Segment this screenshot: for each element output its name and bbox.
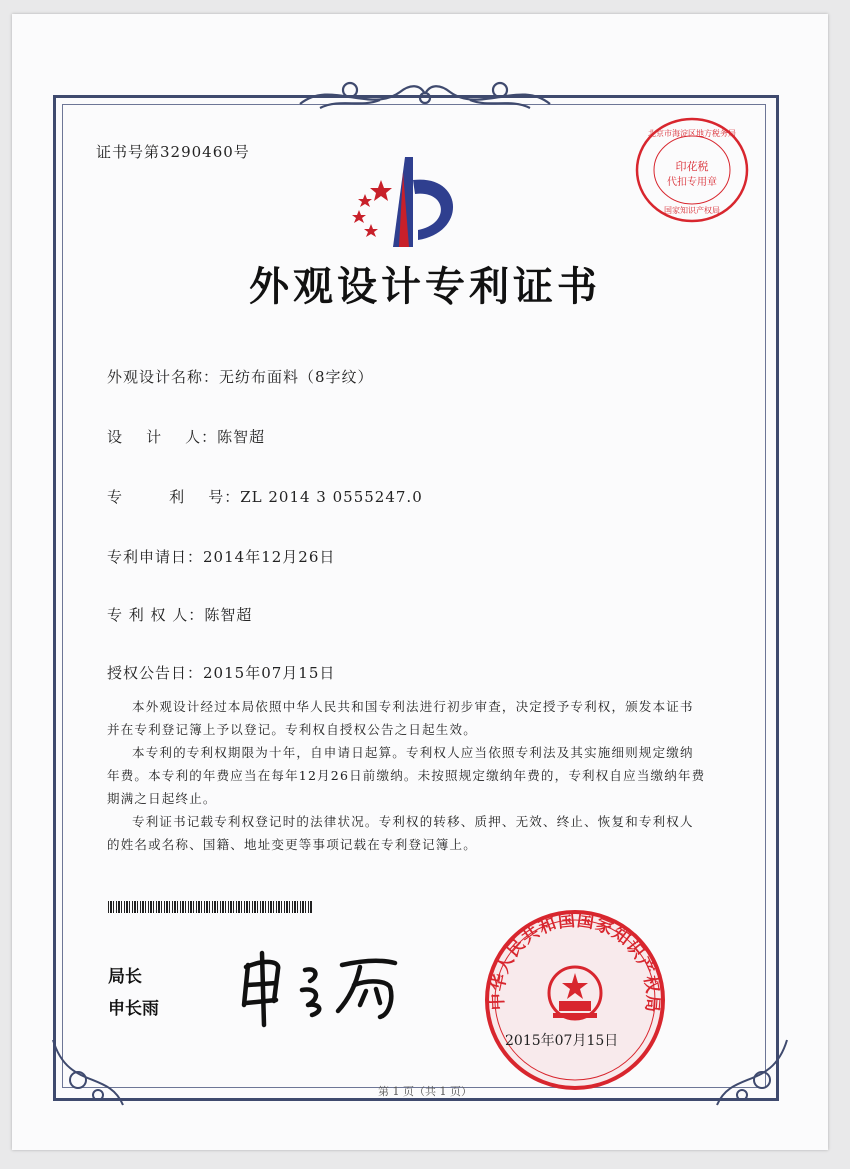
handwritten-signature bbox=[230, 945, 420, 1030]
seal-ring-text: 中华人民共和国国家知识产权局 bbox=[487, 910, 663, 1014]
tax-stamp-seal bbox=[633, 115, 751, 225]
paragraph-term: 本专利的专利权期限为十年，自申请日起算。专利权人应当依照专利法及其实施细则规定缴纳年费。本专利的年费应当在每年12月26日前缴纳。未按照规定缴纳年费的，专利权自应当缴纳年费期满之日起终止。 bbox=[107, 745, 706, 806]
seal-date: 2015年07月15日 bbox=[505, 1033, 619, 1049]
certificate-title: 外观设计专利证书 bbox=[249, 263, 601, 310]
tax-stamp-text-2: 代扣专用章 bbox=[667, 177, 717, 188]
field-value: 无纺布面料（8字纹） bbox=[219, 368, 374, 386]
field-design-name bbox=[107, 366, 374, 387]
field-value: 2015年07月15日 bbox=[203, 664, 336, 682]
signer-role: 局长 bbox=[108, 967, 142, 987]
page-footer: 第 1 页（共 1 页） bbox=[378, 1085, 472, 1098]
field-label: 授权公告日： bbox=[107, 664, 204, 682]
field-label: 专 利 权 人： bbox=[107, 606, 205, 624]
official-seal bbox=[475, 905, 675, 1095]
certificate-number: 证书号第3290460号 bbox=[96, 143, 250, 161]
field-label: 专 利 号： bbox=[107, 488, 241, 506]
patent-office-logo-icon bbox=[343, 152, 473, 252]
field-application-date bbox=[107, 546, 335, 567]
paragraph-legal-status: 专利证书记载专利权登记时的法律状况。专利权的转移、质押、无效、终止、恢复和专利权人的姓名或名称、国籍、地址变更等事项记载在专利登记簿上。 bbox=[107, 814, 694, 852]
field-designer bbox=[107, 426, 265, 447]
signer-name: 申长雨 bbox=[108, 999, 159, 1019]
tax-stamp-bottom-text: 国家知识产权局 bbox=[664, 206, 720, 215]
field-value: ZL 2014 3 0555247.0 bbox=[240, 488, 423, 506]
field-label: 专利申请日： bbox=[107, 548, 204, 566]
paragraph-grant: 本外观设计经过本局依照中华人民共和国专利法进行初步审查，决定授予专利权，颁发本证书并在专利登记簿上予以登记。专利权自授权公告之日起生效。 bbox=[107, 699, 694, 737]
field-value: 2014年12月26日 bbox=[203, 548, 336, 566]
tax-stamp-text-1: 印花税 bbox=[675, 160, 709, 173]
tax-stamp-ring-text: 北京市海淀区地方税务局 bbox=[648, 129, 736, 138]
field-patent-number bbox=[107, 486, 423, 507]
field-value: 陈智超 bbox=[204, 606, 253, 624]
field-grant-date bbox=[107, 662, 335, 683]
field-patentee bbox=[107, 604, 252, 625]
field-label: 外观设计名称： bbox=[107, 368, 220, 386]
top-ornament-icon bbox=[290, 74, 560, 118]
field-label: 设 计 人： bbox=[107, 428, 218, 446]
barcode bbox=[108, 901, 313, 913]
field-value: 陈智超 bbox=[217, 428, 266, 446]
